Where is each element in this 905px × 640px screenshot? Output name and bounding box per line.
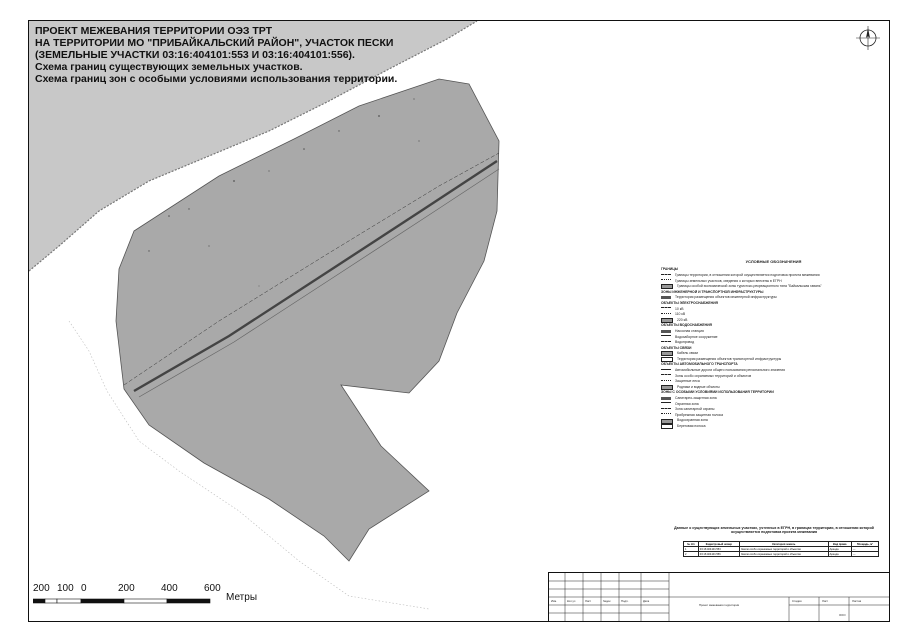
legend-label: 10 кВ: [675, 306, 684, 311]
legend-label: ОБЪЕКТЫ ЭЛЕКТРОСНАБЖЕНИЯ: [661, 300, 718, 305]
table-cell: —: [851, 547, 878, 552]
stamp-sheets: Листов: [852, 599, 862, 603]
table-cell: Аренда: [828, 547, 851, 552]
scale-bar-segments: [33, 598, 223, 606]
legend-symbol: [661, 284, 673, 289]
legend-label: Кабель связи: [677, 351, 698, 356]
scale-tick-label: 400: [161, 583, 178, 594]
scale-tick-label: 600: [204, 583, 221, 594]
legend-symbol: [661, 424, 673, 429]
map-title: [35, 25, 397, 85]
stamp-project-name: Проект межевания территории: [699, 603, 740, 607]
title-line-4: Схема границ существующих земельных участков.: [35, 61, 303, 73]
stamp-list: Лист: [585, 599, 592, 603]
table-header-cell: Категория земель: [740, 542, 829, 547]
legend-symbol: [661, 380, 671, 384]
map-sheet: [28, 20, 890, 622]
legend-symbol: [661, 335, 671, 339]
stamp-kol: Кол.уч: [567, 599, 576, 603]
legend-symbol: [661, 408, 671, 412]
legend-label: Территория размещения объектов инженерной инфраструктуры: [675, 295, 777, 300]
legend-symbol: [661, 330, 671, 333]
title-line-1: ПРОЕКТ МЕЖЕВАНИЯ ТЕРРИТОРИИ ОЭЗ ТРТ: [35, 25, 273, 37]
table-cell: Земли особо охраняемых территорий и объектов: [740, 547, 829, 552]
legend-label: Водопровод: [675, 340, 695, 345]
legend-label: Водозаборное сооружение: [675, 334, 718, 339]
legend-label: Зона санитарной охраны: [675, 407, 715, 412]
table-cell: Аренда: [828, 552, 851, 557]
legend-label: Родники и водные объекты: [677, 384, 720, 389]
title-line-3: (ЗЕМЕЛЬНЫЕ УЧАСТКИ 03:16:404101:553 И 03:16:404101:556).: [35, 49, 355, 61]
stamp-grid: [549, 573, 889, 621]
legend-symbol: [661, 413, 671, 417]
legend-label: Водоохранная зона: [677, 418, 708, 423]
legend-symbol: [661, 296, 671, 299]
table-row: [684, 552, 879, 557]
table-header-cell: Площадь, м²: [851, 542, 878, 547]
legend-label: Границы особой экономической зоны туристско-рекреационного типа "Байкальская гавань": [677, 284, 822, 289]
legend-symbol: [661, 279, 671, 283]
legend-symbol: [661, 419, 673, 424]
table-cell: Земли особо охраняемых территорий и объектов: [740, 552, 829, 557]
legend-symbol: [661, 351, 673, 356]
legend-symbol: [661, 385, 673, 390]
legend-symbol: [661, 397, 671, 400]
legend-label: ГРАНИЦЫ: [661, 267, 679, 272]
north-arrow-icon: [855, 25, 881, 51]
legend-rows: [661, 267, 886, 429]
stamp-izm: Изм.: [551, 599, 557, 603]
legend-label: ОБЪЕКТЫ ВОДОСНАБЖЕНИЯ: [661, 323, 712, 328]
scale-tick-label: 200: [33, 583, 50, 594]
legend-label: Защитные леса: [675, 379, 700, 384]
legend-label: ЗОНЫ С ОСОБЫМИ УСЛОВИЯМИ ИСПОЛЬЗОВАНИЯ ТЕРРИТОРИИ: [661, 390, 774, 395]
stamp-org: ООО: [839, 613, 846, 617]
table-cell: 03:16:404101:556: [698, 552, 739, 557]
parcels-table: [683, 541, 879, 557]
stamp-date: Дата: [643, 599, 650, 603]
table-body: [684, 547, 879, 557]
scale-unit: Метры: [226, 592, 258, 603]
legend-label: 110 кВ: [675, 312, 686, 317]
table-cell: 1: [684, 547, 699, 552]
title-line-5: Схема границ зон с особыми условиями использования территории.: [35, 73, 398, 85]
legend-symbol: [661, 318, 673, 323]
table-cell: 03:16:404101:553: [698, 547, 739, 552]
table-header-cell: № п/п: [684, 542, 699, 547]
stamp-podp: Подп.: [621, 599, 629, 603]
table-cell: —: [851, 552, 878, 557]
legend-label: Охранная зона: [675, 401, 699, 406]
map-legend: [661, 259, 886, 429]
legend-label: Санитарно-защитная зона: [675, 396, 717, 401]
stamp-sheet: Лист: [822, 599, 829, 603]
stamp-stage: Стадия: [792, 599, 802, 603]
legend-label: ЗОНЫ ИНЖЕНЕРНОЙ И ТРАНСПОРТНОЙ ИНФРАСТРУКТУРЫ: [661, 289, 764, 294]
table-header-cell: Кадастровый номер: [698, 542, 739, 547]
legend-label: Автомобильные дороги общего пользования регионального значения: [675, 368, 786, 373]
data-table-caption: Данные о существующих земельных участках, учтенных в ЕГРН, в границах территории, в отношении которой осуществляется подготовка проекта межевания: [674, 526, 874, 535]
legend-item: [661, 424, 886, 430]
legend-symbol: [661, 357, 673, 362]
legend-title: УСЛОВНЫЕ ОБОЗНАЧЕНИЯ: [745, 259, 802, 264]
legend-symbol: [661, 402, 671, 406]
legend-symbol: [661, 274, 671, 278]
legend-label: Границы земельных участков, сведения о которых внесены в ЕГРН: [675, 278, 782, 283]
legend-symbol: [661, 341, 671, 345]
legend-label: Прибрежная защитная полоса: [675, 412, 724, 417]
scale-tick-label: 0: [81, 583, 87, 594]
legend-symbol: [661, 374, 671, 378]
legend-label: Границы территории, в отношении которой осуществляется подготовка проекта межевания: [675, 272, 820, 277]
legend-label: Территория размещения объектов транспортной инфраструктуры: [677, 356, 782, 361]
table-cell: 2: [684, 552, 699, 557]
legend-label: Зоны особо охраняемых территорий и объектов: [675, 373, 752, 378]
title-stamp: [548, 572, 889, 621]
legend-symbol: [661, 369, 671, 373]
legend-label: Насосная станция: [675, 328, 704, 333]
scale-tick-label: 100: [57, 583, 74, 594]
legend-symbol: [661, 313, 671, 317]
legend-label: 220 кВ: [677, 317, 688, 322]
table-header-cell: Вид права: [828, 542, 851, 547]
title-line-2: НА ТЕРРИТОРИИ МО "ПРИБАЙКАЛЬСКИЙ РАЙОН", УЧАСТОК ПЕСКИ: [35, 37, 394, 49]
legend-label: ОБЪЕКТЫ СВЯЗИ: [661, 345, 692, 350]
legend-label: ОБЪЕКТЫ АВТОМОБИЛЬНОГО ТРАНСПОРТА: [661, 362, 738, 367]
scale-tick-label: 200: [118, 583, 135, 594]
stamp-doc: №док: [603, 599, 611, 603]
legend-symbol: [661, 307, 671, 311]
legend-label: Береговая полоса: [677, 424, 706, 429]
